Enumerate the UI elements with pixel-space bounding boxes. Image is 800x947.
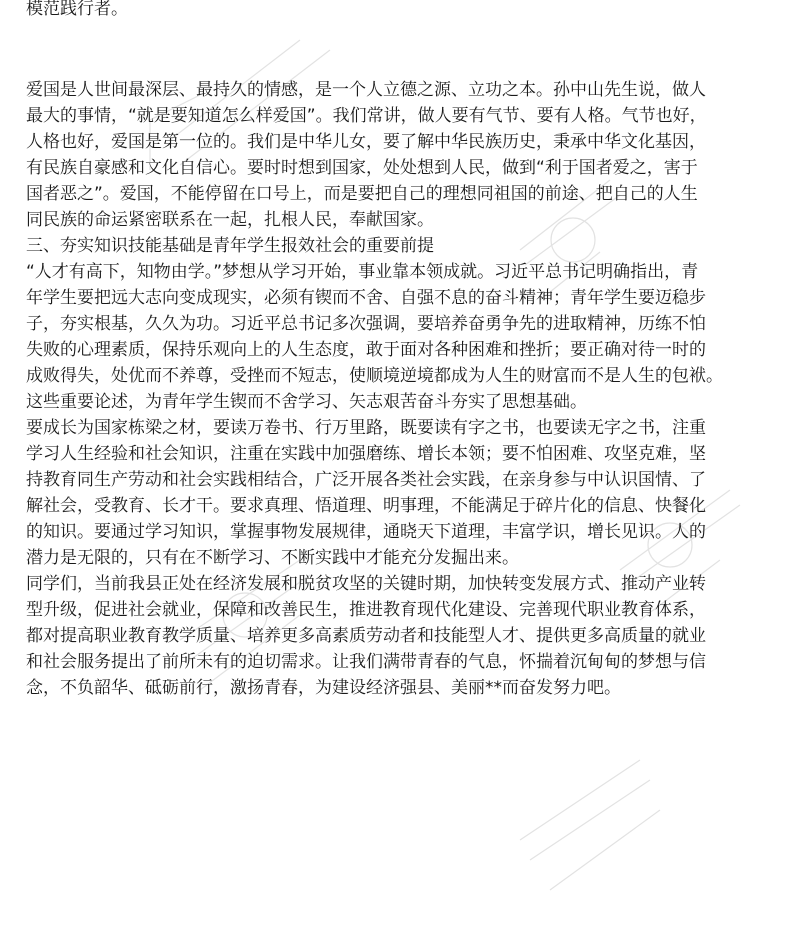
text-line-2: 爱国是人世间最深层、最持久的情感，是一个人立德之源、立功之本。孙中山先生说，做人 [26, 80, 706, 100]
text-line-5: 有民族自豪感和文化自信心。要时时想到国家，处处想到人民，做到“利于国者爱之，害于 [26, 158, 698, 178]
text-line-10: 年学生要把远大志向变成现实，必须有锲而不舍、自强不息的奋斗精神；青年学生要迈稳步 [26, 288, 706, 308]
text-line-18: 解社会，受教育、长才干。要求真理、悟道理、明事理，不能满足于碎片化的信息、快餐化 [26, 496, 706, 516]
watermark-mark [520, 760, 660, 890]
text-line-20: 潜力是无限的，只有在不断学习、不断实践中才能充分发掘出来。 [26, 548, 519, 568]
text-line-23: 都对提高职业教育教学质量、培养更多高素质劳动者和技能型人才、提供更多高质量的就业 [26, 626, 706, 646]
text-line-13: 成败得失，处优而不养尊，受挫而不短志，使顺境逆境都成为人生的财富而不是人生的包袱。 [26, 366, 723, 386]
text-line-7: 同民族的命运紧密联系在一起，扎根人民，奉献国家。 [26, 210, 434, 230]
text-line-15: 要成长为国家栋梁之材，要读万卷书、行万里路，既要读有字之书，也要读无字之书，注重 [26, 418, 706, 438]
text-line-16: 学习人生经验和社会知识，注重在实践中加强磨练、增长本领；要不怕困难、攻坚克难，坚 [26, 444, 706, 464]
text-line-4: 人格也好，爱国是第一位的。我们是中华儿女，要了解中华民族历史，秉承中华文化基因， [26, 132, 706, 152]
text-line-19: 的知识。要通过学习知识，掌握事物发展规律，通晓天下道理，丰富学识，增长见识。人的 [26, 522, 706, 542]
text-line-1: 模范践行者。 [26, 0, 128, 19]
text-line-24: 和社会服务提出了前所未有的迫切需求。让我们满带青春的气息，怀揣着沉甸甸的梦想与信 [26, 652, 706, 672]
text-line-21: 同学们，当前我县正处在经济发展和脱贫攻坚的关键时期，加快转变发展方式、推动产业转 [26, 574, 706, 594]
text-line-3: 最大的事情，“就是要知道怎么样爱国”。我们常讲，做人要有气节、要有人格。气节也好， [26, 106, 707, 126]
text-line-12: 失败的心理素质，保持乐观向上的人生态度，敢于面对各种困难和挫折；要正确对待一时的 [26, 340, 706, 360]
text-line-11: 子，夯实根基，久久为功。习近平总书记多次强调，要培养奋勇争先的进取精神，历练不怕 [26, 314, 706, 334]
text-line-25: 念，不负韶华、砥砺前行，激扬青春，为建设经济强县、美丽**而奋发努力吧。 [26, 678, 621, 698]
text-line-22: 型升级，促进社会就业，保障和改善民生，推进教育现代化建设、完善现代职业教育体系， [26, 600, 706, 620]
watermark-mark [551, 218, 595, 262]
text-line-17: 持教育同生产劳动和社会实践相结合，广泛开展各类社会实践，在亲身参与中认识国情、了 [26, 470, 706, 490]
text-line-9: “人才有高下，知物由学。”梦想从学习开始，事业靠本领成就。习近平总书记明确指出，青 [26, 262, 699, 282]
text-line-6: 国者恶之”。爱国，不能停留在口号上，而是要把自己的理想同祖国的前途、把自己的人生 [26, 184, 698, 204]
text-line-14: 这些重要论述，为青年学生锲而不舍学习、矢志艰苦奋斗夯实了思想基础。 [26, 392, 587, 412]
section-heading: 三、夯实知识技能基础是青年学生报效社会的重要前提 [26, 236, 434, 256]
